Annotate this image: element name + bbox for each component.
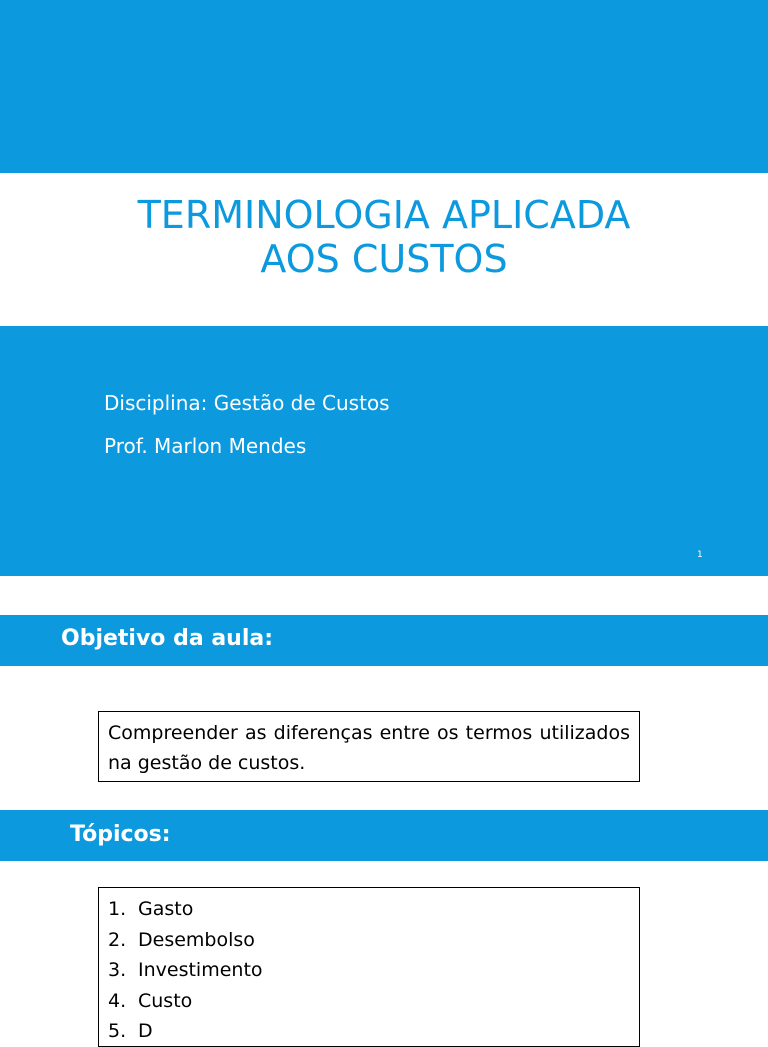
list-item-number: 2. (108, 928, 127, 951)
list-item (108, 894, 630, 925)
objective-heading: Objetivo da aula: (61, 626, 274, 651)
list-item-number: 5. (108, 1020, 127, 1042)
list-item (108, 1016, 630, 1047)
slide-number: 1 (697, 550, 703, 560)
slide-title-line-1: TERMINOLOGIA APLICADA (137, 193, 631, 237)
list-item (108, 925, 630, 956)
objective-text: Compreender as diferenças entre os termos utilizados na gestão de custos. (108, 722, 630, 774)
list-item-label: Investimento (138, 959, 263, 981)
list-item-label: Custo (138, 989, 193, 1012)
topics-box (98, 887, 640, 1047)
objective-box (98, 711, 640, 782)
list-item-label: D (138, 1020, 153, 1042)
title-slide-top-band (0, 0, 768, 173)
list-item-number: 1. (108, 898, 127, 920)
list-item (108, 986, 630, 1017)
list-item-label: Gasto (138, 898, 194, 920)
subtitle-professor: Prof. Marlon Mendes (104, 434, 307, 458)
slide-title-line-2: AOS CUSTOS (260, 237, 508, 281)
slide-title (0, 193, 768, 281)
list-item-number: 3. (108, 959, 127, 981)
list-item-label: Desembolso (138, 928, 255, 951)
list-item (108, 955, 630, 986)
topics-heading: Tópicos: (70, 822, 171, 847)
list-item-number: 4. (108, 989, 127, 1012)
subtitle-discipline: Disciplina: Gestão de Custos (104, 391, 390, 415)
